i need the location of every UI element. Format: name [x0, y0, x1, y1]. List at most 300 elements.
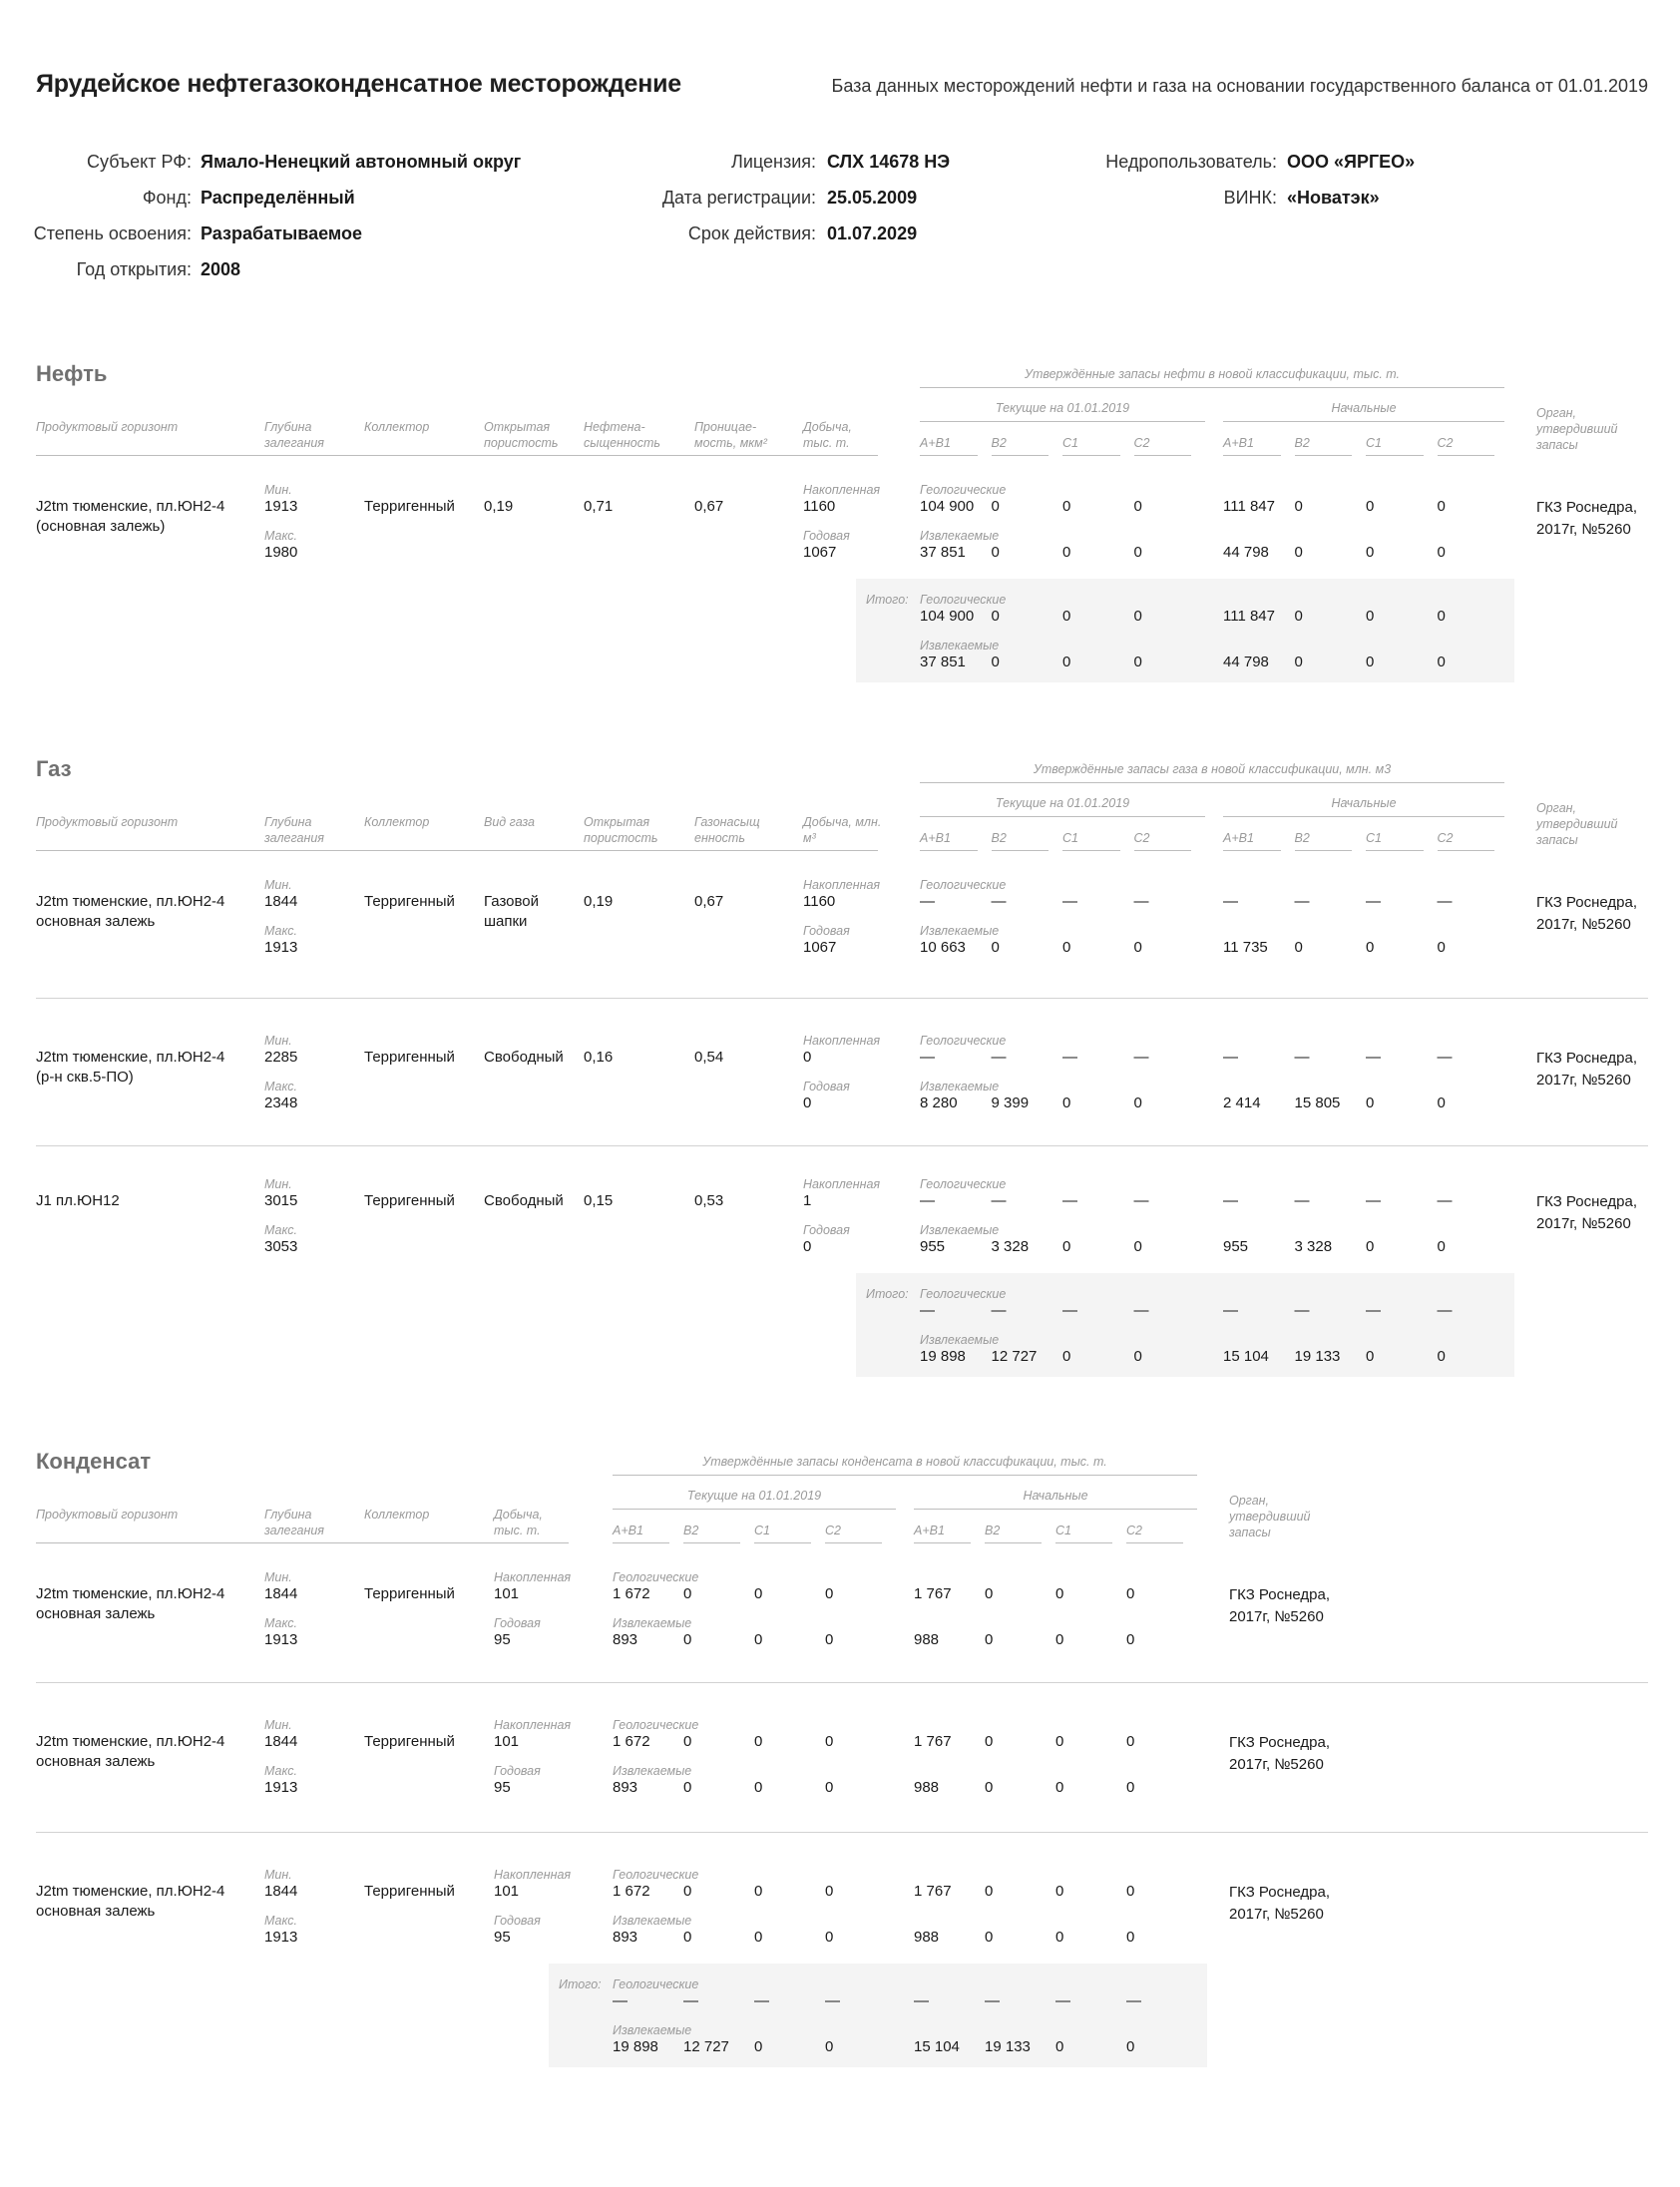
cond-total-extr-label: Извлекаемые	[613, 2023, 692, 2037]
gas-total-extr-value: 19 898	[920, 1348, 966, 1365]
cond-reserves-title-rule	[613, 1475, 1197, 1476]
gas-col-header-collector: Коллектор	[364, 815, 430, 829]
gas-cat-header: С2	[1133, 831, 1150, 845]
gas-row-depth-max: 1913	[264, 939, 298, 956]
gas-row-geo-value: —	[991, 1049, 1007, 1066]
gas-cat-header: С1	[1366, 831, 1382, 845]
cond-cat-rule	[914, 1542, 971, 1543]
cond-total-geo-value: —	[914, 1992, 929, 2009]
gas-cat-rule	[1438, 850, 1495, 851]
gas-section-title: Газ	[36, 756, 72, 781]
cond-row-geo-value: 0	[1055, 1585, 1064, 1602]
cond-row-max-label: Макс.	[264, 1914, 297, 1928]
oil-total-geo-value: 111 847	[1223, 608, 1275, 625]
gas-row-porosity: 0,16	[584, 1049, 614, 1066]
oil-row-annual-label: Годовая	[803, 529, 850, 543]
cond-row-geo-value: 1 767	[914, 1883, 952, 1900]
gas-row-accum-label: Накопленная	[803, 1034, 881, 1048]
gas-row-gas_type: Газовой шапки	[484, 893, 540, 930]
gas-row-porosity: 0,19	[584, 893, 614, 910]
gas-row-extr-value: 3 328	[991, 1238, 1030, 1255]
cond-row-geo-value: 0	[825, 1883, 834, 1900]
gas-total-extr-value: 15 104	[1223, 1348, 1269, 1365]
oil-row-depth-min: 1913	[264, 498, 298, 515]
gas-row-depth-max: 3053	[264, 1238, 298, 1255]
gas-total-extr-value: 0	[1366, 1348, 1375, 1365]
gas-row-geo-value: —	[920, 1049, 935, 1066]
cond-row-annual-label: Годовая	[494, 1914, 541, 1928]
cond-current-label: Текущие на 01.01.2019	[686, 1489, 822, 1503]
cond-row-depth-min: 1844	[264, 1585, 298, 1602]
cond-row-horizon: J2tm тюменские, пл.ЮН2-4 основная залежь	[36, 1883, 225, 1920]
cond-cat-header: А+В1	[613, 1524, 643, 1537]
cond-cat-rule	[683, 1542, 740, 1543]
cond-col-header-authority: Орган, утвердивший запасы	[1229, 1494, 1311, 1539]
gas-row-accum: 1	[803, 1192, 812, 1209]
oil-row-geo-value: 0	[1294, 498, 1303, 515]
gas-row-extr-value: 955	[1223, 1238, 1249, 1255]
document-source: База данных месторождений нефти и газа на основании государственного баланса от 01.01.2019	[831, 76, 1648, 96]
cond-col-header-depth: Глубина залегания	[264, 1508, 324, 1537]
cond-row-extr-value: 0	[825, 1779, 834, 1796]
cond-cat-rule	[1126, 1542, 1183, 1543]
year-label: Год открытия:	[76, 259, 192, 279]
oil-col-header-horizon: Продуктовый горизонт	[36, 420, 179, 434]
cond-current-rule	[613, 1509, 896, 1510]
oil-col-header-saturation: Нефтена-сыщенность	[584, 420, 660, 450]
gas-row-geo-label: Геологические	[920, 878, 1007, 892]
cond-row-extr-value: 988	[914, 1631, 940, 1648]
gas-row-depth-max: 2348	[264, 1094, 298, 1111]
cond-total-extr-value: 0	[825, 2038, 834, 2055]
oil-row-geo-value: 0	[1133, 498, 1142, 515]
gas-col-header-depth: Глубина залегания	[264, 815, 324, 845]
gas-row-depth-min: 3015	[264, 1192, 298, 1209]
gas-total-geo-label: Геологические	[920, 1287, 1007, 1301]
gas-row-extr-value: 0	[1062, 939, 1071, 956]
gas-row-gas_type: Свободный	[484, 1192, 564, 1209]
cond-row-geo-value: 0	[683, 1585, 692, 1602]
oil-row-extr-value: 0	[1366, 544, 1375, 561]
oil-row-saturation: 0,71	[584, 498, 614, 515]
oil-total-extr-label: Извлекаемые	[920, 639, 1000, 653]
oil-row-accum: 1160	[803, 498, 836, 515]
cond-row-horizon: J2tm тюменские, пл.ЮН2-4 основная залежь	[36, 1585, 225, 1622]
cond-row-authority: ГКЗ Роснедра, 2017г, №5260	[1229, 1586, 1331, 1625]
gas-row-saturation: 0,54	[694, 1049, 724, 1066]
cond-row-extr-value: 0	[1055, 1631, 1064, 1648]
oil-total-geo-value: 0	[1366, 608, 1375, 625]
cond-row-extr-value: 893	[613, 1779, 638, 1796]
oil-row-collector: Терригенный	[364, 498, 455, 515]
gas-row-authority: ГКЗ Роснедра, 2017г, №5260	[1536, 1193, 1638, 1232]
oil-row-extr-value: 0	[1133, 544, 1142, 561]
gas-initial-label: Начальные	[1331, 796, 1397, 810]
cond-row-authority: ГКЗ Роснедра, 2017г, №5260	[1229, 1734, 1331, 1773]
cond-row-annual: 95	[494, 1929, 511, 1946]
gas-row-collector: Терригенный	[364, 893, 455, 910]
gas-row-collector: Терригенный	[364, 1049, 455, 1066]
oil-total-extr-value: 0	[1294, 654, 1303, 670]
reg-label: Дата регистрации:	[661, 188, 816, 208]
gas-row-annual: 0	[803, 1094, 812, 1111]
oil-total-geo-label: Геологические	[920, 593, 1007, 607]
cond-row-extr-value: 0	[754, 1779, 763, 1796]
gas-row-geo-value: —	[920, 893, 935, 910]
cond-cat-rule	[754, 1542, 811, 1543]
cond-row-extr-value: 893	[613, 1929, 638, 1946]
gas-total-extr-value: 19 133	[1294, 1348, 1341, 1365]
gas-row-accum-label: Накопленная	[803, 1177, 881, 1191]
gas-col-header-saturation: Газонасыщ енность	[694, 815, 760, 845]
gas-row-horizon: J2tm тюменские, пл.ЮН2-4 (р-н скв.5-ПО)	[36, 1049, 225, 1086]
gas-row-extr-value: 15 805	[1294, 1094, 1341, 1111]
gas-cat-header: В2	[1294, 831, 1310, 845]
reg-value: 25.05.2009	[827, 188, 918, 208]
gas-total-label: Итого:	[866, 1287, 909, 1301]
oil-cat-header: С2	[1133, 436, 1150, 450]
cond-row-depth-max: 1913	[264, 1779, 298, 1796]
license-value: СЛХ 14678 НЭ	[827, 152, 951, 172]
gas-cat-rule	[1062, 850, 1120, 851]
oil-total-extr-value: 0	[991, 654, 1000, 670]
gas-row-extr-value: 0	[1294, 939, 1303, 956]
gas-row-max-label: Макс.	[264, 1223, 297, 1237]
oil-cat-rule	[1295, 455, 1353, 456]
gas-row-accum-label: Накопленная	[803, 878, 881, 892]
cond-row-extr-value: 0	[683, 1631, 692, 1648]
gas-row-geo-value: —	[1133, 893, 1149, 910]
oil-row-extr-value: 0	[1062, 544, 1071, 561]
gas-row-accum: 0	[803, 1049, 812, 1066]
gas-row-geo-value: —	[1437, 1192, 1453, 1209]
gas-cat-rule	[1366, 850, 1424, 851]
oil-total-geo-value: 0	[1294, 608, 1303, 625]
gas-row-extr-value: 0	[1133, 1238, 1142, 1255]
cond-row-extr-value: 0	[985, 1929, 994, 1946]
cond-initial-label: Начальные	[1023, 1489, 1088, 1503]
cond-row-extr-value: 0	[1055, 1929, 1064, 1946]
gas-row-extr-value: 0	[1366, 1094, 1375, 1111]
cond-row-geo-value: 0	[1126, 1883, 1135, 1900]
oil-row-extr-value: 0	[1437, 544, 1446, 561]
cond-cat-header: А+В1	[914, 1524, 945, 1537]
gas-row-gas_type: Свободный	[484, 1049, 564, 1066]
cond-cat-header: В2	[985, 1524, 1001, 1537]
gas-row-depth-min: 1844	[264, 893, 298, 910]
gas-row-saturation: 0,67	[694, 893, 724, 910]
gas-col-header-authority: Орган, утвердивший запасы	[1536, 801, 1618, 847]
gas-row-depth-min: 2285	[264, 1049, 298, 1066]
gas-row-extr-value: 8 280	[920, 1094, 958, 1111]
cond-row-geo-value: 0	[1055, 1733, 1064, 1750]
gas-row-extr-value: 0	[1062, 1094, 1071, 1111]
gas-total-geo-value: —	[991, 1302, 1007, 1319]
cond-total-geo-value: —	[825, 1992, 840, 2009]
cond-row-geo-value: 0	[683, 1883, 692, 1900]
cond-row-geo-value: 0	[985, 1883, 994, 1900]
oil-total-extr-value: 44 798	[1223, 654, 1269, 670]
gas-initial-rule	[1223, 816, 1504, 817]
gas-row-min-label: Мин.	[264, 878, 292, 892]
gas-total-extr-value: 12 727	[991, 1348, 1038, 1365]
gas-row-extr-value: 9 399	[991, 1094, 1030, 1111]
gas-row-max-label: Макс.	[264, 924, 297, 938]
gas-row-geo-value: —	[1062, 893, 1077, 910]
oil-row-extr-value: 0	[1294, 544, 1303, 561]
gas-row-separator	[36, 998, 1648, 999]
gas-cat-rule	[1295, 850, 1353, 851]
oil-total-extr-value: 0	[1437, 654, 1446, 670]
cond-total-extr-value: 0	[754, 2038, 763, 2055]
oil-row-extr-value: 0	[991, 544, 1000, 561]
oil-row-annual: 1067	[803, 544, 837, 561]
cond-reserves-title: Утверждённые запасы конденсата в новой классификации, тыс. т.	[702, 1455, 1107, 1469]
cond-section-title: Конденсат	[36, 1449, 152, 1474]
gas-row-geo-value: —	[1223, 1192, 1238, 1209]
gas-row-authority: ГКЗ Роснедра, 2017г, №5260	[1536, 1050, 1638, 1089]
license-label: Лицензия:	[731, 152, 816, 172]
cond-row-geo-value: 1 767	[914, 1733, 952, 1750]
gas-row-saturation: 0,53	[694, 1192, 724, 1209]
cond-total-extr-value: 0	[1126, 2038, 1135, 2055]
cond-total-extr-value: 19 133	[985, 2038, 1031, 2055]
cond-row-geo-value: 0	[985, 1585, 994, 1602]
oil-row-geo-value: 0	[1437, 498, 1446, 515]
oil-col-header-authority: Орган, утвердивший запасы	[1536, 406, 1618, 452]
cond-row-min-label: Мин.	[264, 1718, 292, 1732]
oil-cat-header: С2	[1437, 436, 1454, 450]
oil-cat-rule	[1438, 455, 1495, 456]
oil-row-extr-value: 44 798	[1223, 544, 1269, 561]
gas-row-geo-value: —	[1133, 1049, 1149, 1066]
gas-total-geo-value: —	[1437, 1302, 1453, 1319]
gas-col-header-porosity: Открытая пористость	[584, 815, 658, 845]
oil-cat-rule	[992, 455, 1050, 456]
subject-value: Ямало-Ненецкий автономный округ	[201, 152, 522, 172]
oil-row-extr-value: 37 851	[920, 544, 966, 561]
cond-row-min-label: Мин.	[264, 1570, 292, 1584]
cond-row-extr-value: 0	[754, 1929, 763, 1946]
oil-total-extr-value: 37 851	[920, 654, 966, 670]
oil-section-title: Нефть	[36, 361, 108, 386]
gas-row-geo-value: —	[1437, 893, 1453, 910]
gas-row-horizon: J1 пл.ЮН12	[36, 1192, 120, 1209]
cond-row-accum: 101	[494, 1585, 520, 1602]
cond-row-annual: 95	[494, 1779, 511, 1796]
vink-label: ВИНК:	[1223, 188, 1277, 208]
gas-total-geo-value: —	[1133, 1302, 1149, 1319]
cond-total-geo-value: —	[1055, 1992, 1070, 2009]
oil-total-extr-value: 0	[1133, 654, 1142, 670]
gas-row-geo-value: —	[1294, 1049, 1310, 1066]
cond-total-geo-label: Геологические	[613, 1977, 699, 1991]
gas-row-geo-value: —	[1133, 1192, 1149, 1209]
cond-total-extr-value: 19 898	[613, 2038, 658, 2055]
cond-cat-rule	[825, 1542, 882, 1543]
oil-row-porosity: 0,19	[484, 498, 514, 515]
gas-header-rule	[36, 850, 878, 851]
gas-current-label: Текущие на 01.01.2019	[995, 796, 1130, 810]
gas-row-extr-value: 0	[1437, 1238, 1446, 1255]
gas-reserves-title-rule	[920, 782, 1504, 783]
gas-total-extr-value: 0	[1133, 1348, 1142, 1365]
gas-row-extr-label: Извлекаемые	[920, 924, 1000, 938]
gas-row-extr-value: 0	[1437, 939, 1446, 956]
gas-row-extr-value: 955	[920, 1238, 946, 1255]
oil-row-geo-label: Геологические	[920, 483, 1007, 497]
cond-row-geo-value: 0	[985, 1733, 994, 1750]
cond-total-geo-value: —	[1126, 1992, 1141, 2009]
oil-total-geo-value: 0	[1062, 608, 1071, 625]
gas-row-extr-value: 0	[991, 939, 1000, 956]
cond-row-extr-value: 0	[825, 1929, 834, 1946]
cond-col-header-horizon: Продуктовый горизонт	[36, 1508, 179, 1522]
oil-row-min-label: Мин.	[264, 483, 292, 497]
oil-cat-header: А+В1	[1223, 436, 1254, 450]
oil-cat-rule	[920, 455, 978, 456]
cond-row-extr-value: 893	[613, 1631, 638, 1648]
gas-row-annual-label: Годовая	[803, 1080, 850, 1094]
cond-row-accum-label: Накопленная	[494, 1570, 572, 1584]
cond-row-collector: Терригенный	[364, 1585, 455, 1602]
cond-initial-rule	[914, 1509, 1197, 1510]
gas-total-extr-label: Извлекаемые	[920, 1333, 1000, 1347]
gas-row-annual-label: Годовая	[803, 1223, 850, 1237]
cond-row-annual: 95	[494, 1631, 511, 1648]
cond-cat-header: С1	[754, 1524, 770, 1537]
oil-total-extr-value: 0	[1062, 654, 1071, 670]
cond-col-header-collector: Коллектор	[364, 1508, 430, 1522]
term-label: Срок действия:	[687, 223, 816, 243]
cond-row-annual-label: Годовая	[494, 1764, 541, 1778]
gas-row-extr-value: 11 735	[1223, 939, 1268, 956]
cond-total-label: Итого:	[559, 1977, 602, 1991]
gas-cat-header: А+В1	[1223, 831, 1254, 845]
cond-row-geo-value: 0	[754, 1585, 763, 1602]
cond-row-extr-value: 0	[683, 1929, 692, 1946]
gas-row-separator	[36, 1145, 1648, 1146]
cond-row-extr-value: 0	[683, 1779, 692, 1796]
cond-total-geo-value: —	[613, 1992, 628, 2009]
gas-row-geo-value: —	[991, 893, 1007, 910]
cond-cat-header: С2	[825, 1524, 841, 1537]
gas-row-geo-value: —	[1062, 1192, 1077, 1209]
cond-row-extr-value: 0	[1126, 1929, 1135, 1946]
cond-row-geo-label: Геологические	[613, 1868, 699, 1882]
cond-row-extr-label: Извлекаемые	[613, 1764, 692, 1778]
document-title: Ярудейское нефтегазоконденсатное месторождение	[36, 70, 681, 98]
cond-total-extr-value: 12 727	[683, 2038, 729, 2055]
gas-total-extr-value: 0	[1437, 1348, 1446, 1365]
oil-cat-rule	[1223, 455, 1281, 456]
user-value: ООО «ЯРГЕО»	[1287, 152, 1416, 172]
gas-total-geo-value: —	[1062, 1302, 1077, 1319]
oil-row-permeability: 0,67	[694, 498, 724, 515]
cond-row-geo-label: Геологические	[613, 1718, 699, 1732]
cond-row-geo-value: 0	[825, 1585, 834, 1602]
gas-row-geo-value: —	[920, 1192, 935, 1209]
oil-col-header-porosity: Открытая пористость	[484, 420, 559, 450]
gas-row-accum: 1160	[803, 893, 836, 910]
cond-cat-header: С2	[1126, 1524, 1142, 1537]
gas-total-geo-value: —	[1366, 1302, 1381, 1319]
cond-row-authority: ГКЗ Роснедра, 2017г, №5260	[1229, 1884, 1331, 1923]
cond-row-extr-label: Извлекаемые	[613, 1914, 692, 1928]
oil-reserves-title-rule	[920, 387, 1504, 388]
oil-initial-label: Начальные	[1331, 401, 1397, 415]
cond-row-extr-value: 988	[914, 1929, 940, 1946]
gas-row-geo-value: —	[1294, 1192, 1310, 1209]
cond-row-min-label: Мин.	[264, 1868, 292, 1882]
oil-total-label: Итого:	[866, 593, 909, 607]
gas-cat-rule	[1223, 850, 1281, 851]
cond-row-geo-value: 1 767	[914, 1585, 952, 1602]
cond-row-horizon: J2tm тюменские, пл.ЮН2-4 основная залежь	[36, 1733, 225, 1770]
gas-row-extr-value: 0	[1133, 939, 1142, 956]
gas-row-geo-value: —	[1223, 1049, 1238, 1066]
gas-row-annual: 0	[803, 1238, 812, 1255]
gas-row-extr-value: 2 414	[1223, 1094, 1261, 1111]
vink-value: «Новатэк»	[1287, 188, 1380, 208]
cond-row-geo-value: 0	[1126, 1585, 1135, 1602]
cond-cat-rule	[985, 1542, 1042, 1543]
gas-row-extr-value: 0	[1133, 1094, 1142, 1111]
oil-row-geo-value: 111 847	[1223, 498, 1275, 515]
oil-col-header-permeability: Проницае-мость, мкм²	[694, 420, 767, 450]
oil-row-accum-label: Накопленная	[803, 483, 881, 497]
user-label: Недропользователь:	[1105, 152, 1277, 172]
cond-row-geo-value: 1 672	[613, 1733, 650, 1750]
cond-row-accum-label: Накопленная	[494, 1868, 572, 1882]
oil-header-rule	[36, 455, 878, 456]
oil-cat-rule	[1134, 455, 1192, 456]
cond-row-geo-value: 0	[825, 1733, 834, 1750]
oil-total-geo-value: 0	[1437, 608, 1446, 625]
gas-cat-rule	[920, 850, 978, 851]
gas-row-extr-value: 10 663	[920, 939, 966, 956]
gas-cat-rule	[1134, 850, 1192, 851]
stage-label: Степень освоения:	[33, 223, 192, 243]
gas-row-extr-value: 3 328	[1294, 1238, 1333, 1255]
fund-value: Распределённый	[201, 188, 355, 208]
cond-row-accum: 101	[494, 1733, 520, 1750]
cond-total-extr-value: 0	[1055, 2038, 1064, 2055]
gas-cat-header: В2	[991, 831, 1007, 845]
oil-reserves-title: Утверждённые запасы нефти в новой классификации, тыс. т.	[1024, 367, 1401, 381]
cond-row-collector: Терригенный	[364, 1733, 455, 1750]
gas-row-min-label: Мин.	[264, 1177, 292, 1191]
oil-col-header-production: Добыча, тыс. т.	[803, 420, 852, 450]
oil-total-geo-value: 104 900	[920, 608, 975, 625]
cond-row-geo-value: 0	[754, 1883, 763, 1900]
cond-row-geo-value: 0	[1055, 1883, 1064, 1900]
gas-row-annual-label: Годовая	[803, 924, 850, 938]
gas-row-geo-label: Геологические	[920, 1177, 1007, 1191]
gas-row-geo-value: —	[1437, 1049, 1453, 1066]
gas-row-porosity: 0,15	[584, 1192, 614, 1209]
cond-row-geo-label: Геологические	[613, 1570, 699, 1584]
oil-row-extr-label: Извлекаемые	[920, 529, 1000, 543]
cond-cat-rule	[613, 1542, 669, 1543]
cond-row-separator	[36, 1682, 1648, 1683]
cond-row-max-label: Макс.	[264, 1764, 297, 1778]
gas-row-geo-value: —	[1366, 1192, 1381, 1209]
cond-row-geo-value: 0	[683, 1733, 692, 1750]
gas-row-geo-value: —	[1366, 893, 1381, 910]
gas-row-extr-label: Извлекаемые	[920, 1223, 1000, 1237]
gas-row-extr-value: 0	[1437, 1094, 1446, 1111]
